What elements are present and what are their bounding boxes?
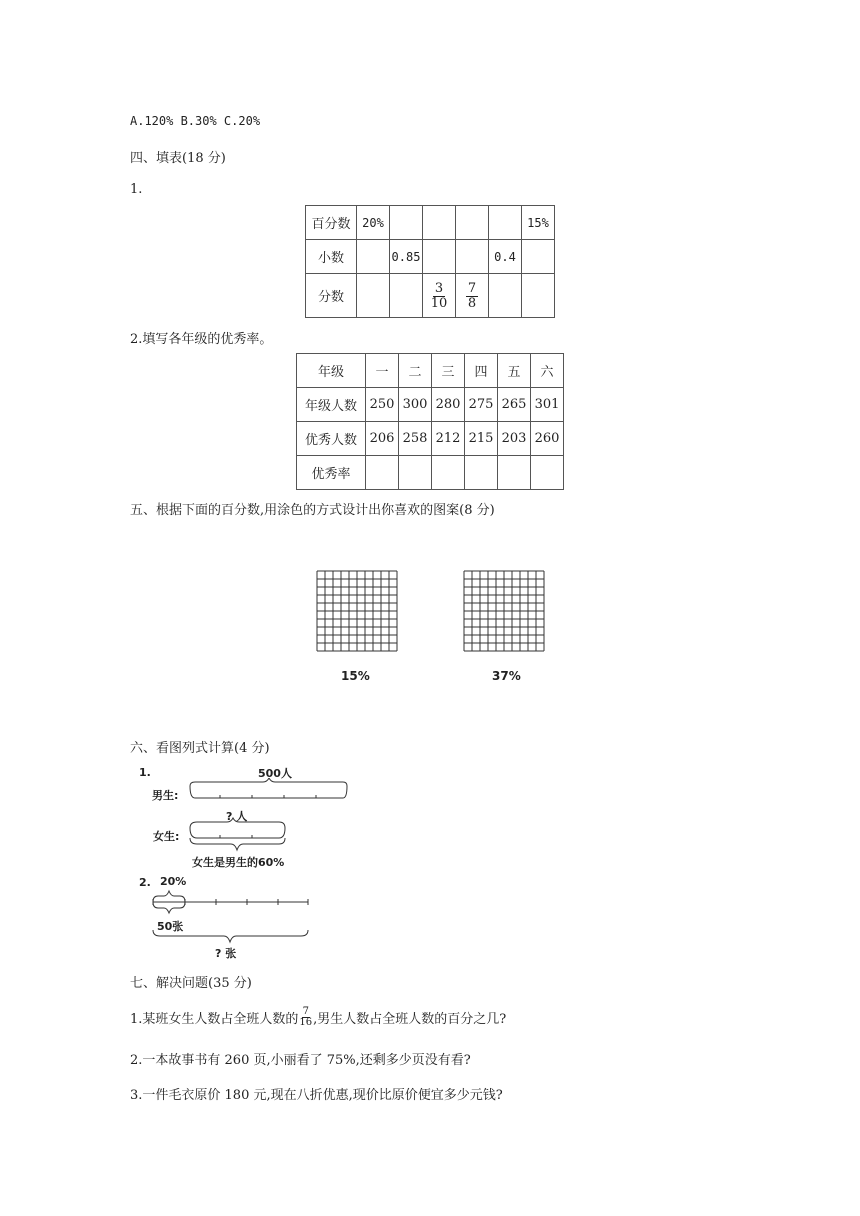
table-cell: 275	[465, 388, 498, 422]
multiple-choice-options: A.120% B.30% C.20%	[130, 114, 261, 128]
table-cell: 20%	[357, 206, 390, 240]
fraction	[299, 1007, 312, 1028]
problem-2: 2.一本故事书有 260 页,小丽看了 75%,还剩多少页没有看?	[130, 1053, 471, 1068]
table-cell	[498, 456, 531, 490]
fraction	[429, 282, 450, 310]
column-header: 年级	[297, 354, 366, 388]
table-cell	[531, 456, 564, 490]
table-cell	[423, 206, 456, 240]
table-cell	[489, 274, 522, 318]
table-cell: 206	[366, 422, 399, 456]
table-row	[306, 206, 555, 240]
table-cell	[456, 274, 489, 318]
column-header: 二	[399, 354, 432, 388]
row-label: 优秀率	[297, 456, 366, 490]
table-cell: 280	[432, 388, 465, 422]
row-label: 优秀人数	[297, 422, 366, 456]
problem-1-text-b: ,男生人数占全班人数的百分之几?	[313, 1012, 507, 1027]
fraction-denominator: 16	[299, 1017, 313, 1028]
table-cell: 15%	[522, 206, 555, 240]
boys-label: 男生:	[152, 789, 179, 802]
part-amount: 50张	[157, 920, 184, 933]
girls-label: 女生:	[153, 830, 180, 843]
hundred-grid-b[interactable]	[463, 570, 545, 652]
table-cell	[522, 274, 555, 318]
table-row	[306, 240, 555, 274]
conversion-table	[305, 205, 555, 318]
table-cell: 250	[366, 388, 399, 422]
grid-b-label: 37%	[492, 669, 521, 683]
table-cell	[366, 456, 399, 490]
table-cell	[399, 456, 432, 490]
column-header: 五	[498, 354, 531, 388]
column-header: 三	[432, 354, 465, 388]
hundred-grid-a[interactable]	[316, 570, 398, 652]
section-7-title: 七、解决问题(35 分)	[130, 976, 252, 991]
question-1-label: 1.	[130, 182, 143, 197]
problem-1-text-a: 1.某班女生人数占全班人数的	[130, 1012, 299, 1027]
diagram-2-number: 2.	[139, 876, 151, 889]
table-cell: 203	[498, 422, 531, 456]
table-cell	[357, 240, 390, 274]
row-label: 分数	[306, 274, 357, 318]
table-cell: 300	[399, 388, 432, 422]
fraction	[466, 282, 478, 310]
table-cell	[465, 456, 498, 490]
section-5-title: 五、根据下面的百分数,用涂色的方式设计出你喜欢的图案(8 分)	[130, 503, 495, 518]
table-row	[297, 422, 564, 456]
girls-unknown: ? 人	[226, 810, 248, 823]
fraction-numerator: 7	[467, 280, 477, 296]
part-percent: 20%	[160, 875, 187, 888]
table-row	[297, 388, 564, 422]
excellence-rate-table	[296, 353, 564, 490]
table-cell	[522, 240, 555, 274]
row-label: 小数	[306, 240, 357, 274]
table-cell: 215	[465, 422, 498, 456]
row-label: 百分数	[306, 206, 357, 240]
total-unknown: ? 张	[215, 947, 237, 960]
diagram-1-total: 500人	[258, 767, 292, 780]
table-cell: 212	[432, 422, 465, 456]
table-cell	[489, 206, 522, 240]
problem-1	[130, 1007, 506, 1028]
table-cell	[390, 206, 423, 240]
problem-3: 3.一件毛衣原价 180 元,现在八折优惠,现价比原价便宜多少元钱?	[130, 1088, 503, 1103]
diagram-1-number: 1.	[139, 766, 151, 779]
grid-a-label: 15%	[341, 669, 370, 683]
section-6-title: 六、看图列式计算(4 分)	[130, 741, 270, 756]
question-2-label: 2.填写各年级的优秀率。	[130, 332, 273, 347]
row-label: 年级人数	[297, 388, 366, 422]
boys-girls-bar-diagram	[185, 778, 355, 858]
column-header: 六	[531, 354, 564, 388]
column-header: 一	[366, 354, 399, 388]
girls-ratio-note: 女生是男生的60%	[192, 856, 285, 869]
fraction-denominator: 8	[467, 295, 477, 311]
table-cell	[357, 274, 390, 318]
sheets-bar-diagram	[148, 886, 314, 946]
table-cell	[456, 206, 489, 240]
table-cell: 0.85	[390, 240, 423, 274]
table-row	[306, 274, 555, 318]
section-4-title: 四、填表(18 分)	[130, 151, 226, 166]
table-cell	[432, 456, 465, 490]
table-cell: 260	[531, 422, 564, 456]
table-cell: 258	[399, 422, 432, 456]
table-header-row	[297, 354, 564, 388]
table-cell	[390, 274, 423, 318]
fraction-numerator: 7	[302, 1006, 309, 1017]
table-cell: 265	[498, 388, 531, 422]
table-cell	[423, 240, 456, 274]
table-cell: 301	[531, 388, 564, 422]
table-row	[297, 456, 564, 490]
table-cell: 0.4	[489, 240, 522, 274]
table-cell	[423, 274, 456, 318]
table-cell	[456, 240, 489, 274]
column-header: 四	[465, 354, 498, 388]
fraction-numerator: 3	[434, 280, 444, 296]
fraction-denominator: 10	[430, 295, 448, 311]
